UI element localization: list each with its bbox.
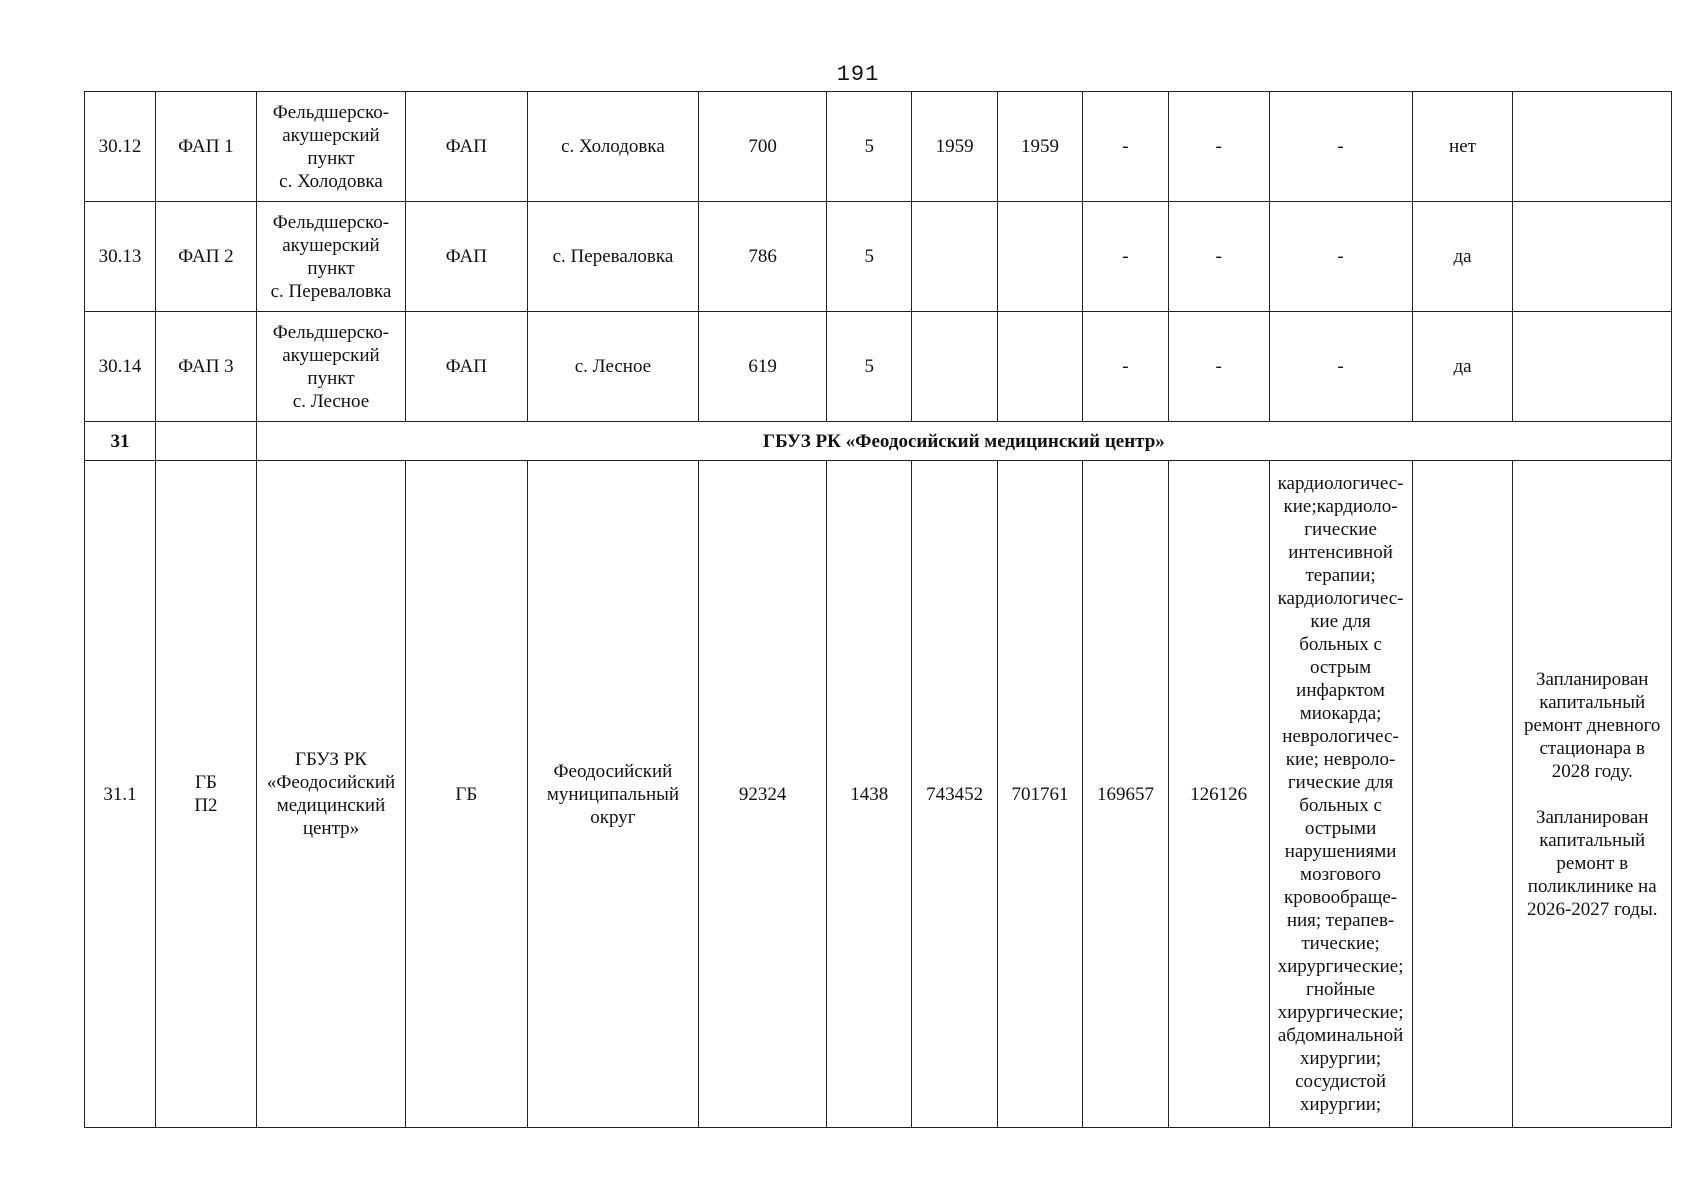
dash-value: - xyxy=(1168,92,1269,202)
count-value: 5 xyxy=(826,202,911,312)
notes-cell xyxy=(1513,461,1672,1128)
facilities-table xyxy=(84,91,1672,1128)
note-paragraph: Запланирован капитальный ремонт дневного стационара в 2028 году. xyxy=(1524,668,1661,782)
section-title: ГБУЗ РК «Феодосийский медицинский центр» xyxy=(256,422,1671,461)
dash-value: - xyxy=(1083,92,1168,202)
row-number: 30.12 xyxy=(85,92,156,202)
table-row xyxy=(85,461,1672,1128)
count-value: 5 xyxy=(826,92,911,202)
facility-type: ГБ xyxy=(406,461,527,1128)
facility-location: с. Холодовка xyxy=(527,92,699,202)
value-cell: 169657 xyxy=(1083,461,1168,1128)
facility-name: Фельдшерско- акушерский пункт с. Переваловка xyxy=(256,202,405,312)
row-number: 31.1 xyxy=(85,461,156,1128)
table-row xyxy=(85,312,1672,422)
dash-value: - xyxy=(1083,202,1168,312)
facility-code: ФАП 2 xyxy=(156,202,257,312)
value-cell: 701761 xyxy=(997,461,1082,1128)
table-row xyxy=(85,92,1672,202)
row-number: 30.13 xyxy=(85,202,156,312)
yes-no-value: нет xyxy=(1412,92,1513,202)
facility-location: с. Лесное xyxy=(527,312,699,422)
bed-profiles: кардиологичес- кие;кардиоло- гические интенсивной терапии; кардиологичес- кие для больных с острым инфарктом миокарда; неврологичес- кие; невроло- гические для больных с острыми нарушениями мозгового кровообраще- ния; терапев- тические; хирургические; гнойные хирургические; абдоминальной хирургии; сосудистой хирургии; xyxy=(1269,461,1412,1128)
count-value: 5 xyxy=(826,312,911,422)
facility-code: ФАП 1 xyxy=(156,92,257,202)
empty-cell xyxy=(156,422,257,461)
facility-type: ФАП xyxy=(406,312,527,422)
count-value: 1438 xyxy=(826,461,911,1128)
yes-no-value: да xyxy=(1412,312,1513,422)
value-cell: 743452 xyxy=(912,461,997,1128)
dash-value: - xyxy=(1168,202,1269,312)
facility-name: ГБУЗ РК «Феодосийский медицинский центр» xyxy=(256,461,405,1128)
dash-value: - xyxy=(1269,92,1412,202)
yes-no-value: да xyxy=(1412,202,1513,312)
value-cell: 126126 xyxy=(1168,461,1269,1128)
year-value xyxy=(912,202,997,312)
facility-name: Фельдшерско- акушерский пункт с. Лесное xyxy=(256,312,405,422)
year-value: 1959 xyxy=(912,92,997,202)
table-row xyxy=(85,202,1672,312)
population-value: 700 xyxy=(699,92,827,202)
page-number: 191 xyxy=(836,62,880,87)
row-number: 30.14 xyxy=(85,312,156,422)
year-value xyxy=(912,312,997,422)
note-paragraph: Запланирован капитальный ремонт в поликлинике на 2026-2027 годы. xyxy=(1526,806,1658,920)
empty-cell xyxy=(1412,461,1513,1128)
notes-cell xyxy=(1513,312,1672,422)
dash-value: - xyxy=(1168,312,1269,422)
facility-type: ФАП xyxy=(406,92,527,202)
facility-location: Феодосийский муниципальный округ xyxy=(527,461,699,1128)
year-value xyxy=(997,312,1082,422)
section-row xyxy=(85,422,1672,461)
dash-value: - xyxy=(1269,312,1412,422)
notes-cell xyxy=(1513,202,1672,312)
population-value: 619 xyxy=(699,312,827,422)
facility-name: Фельдшерско- акушерский пункт с. Холодовка xyxy=(256,92,405,202)
facility-code: ГБ П2 xyxy=(156,461,257,1128)
dash-value: - xyxy=(1083,312,1168,422)
facility-code: ФАП 3 xyxy=(156,312,257,422)
dash-value: - xyxy=(1269,202,1412,312)
population-value: 92324 xyxy=(699,461,827,1128)
year-value xyxy=(997,202,1082,312)
notes-cell xyxy=(1513,92,1672,202)
section-number: 31 xyxy=(85,422,156,461)
facility-location: с. Переваловка xyxy=(527,202,699,312)
population-value: 786 xyxy=(699,202,827,312)
year-value: 1959 xyxy=(997,92,1082,202)
facility-type: ФАП xyxy=(406,202,527,312)
